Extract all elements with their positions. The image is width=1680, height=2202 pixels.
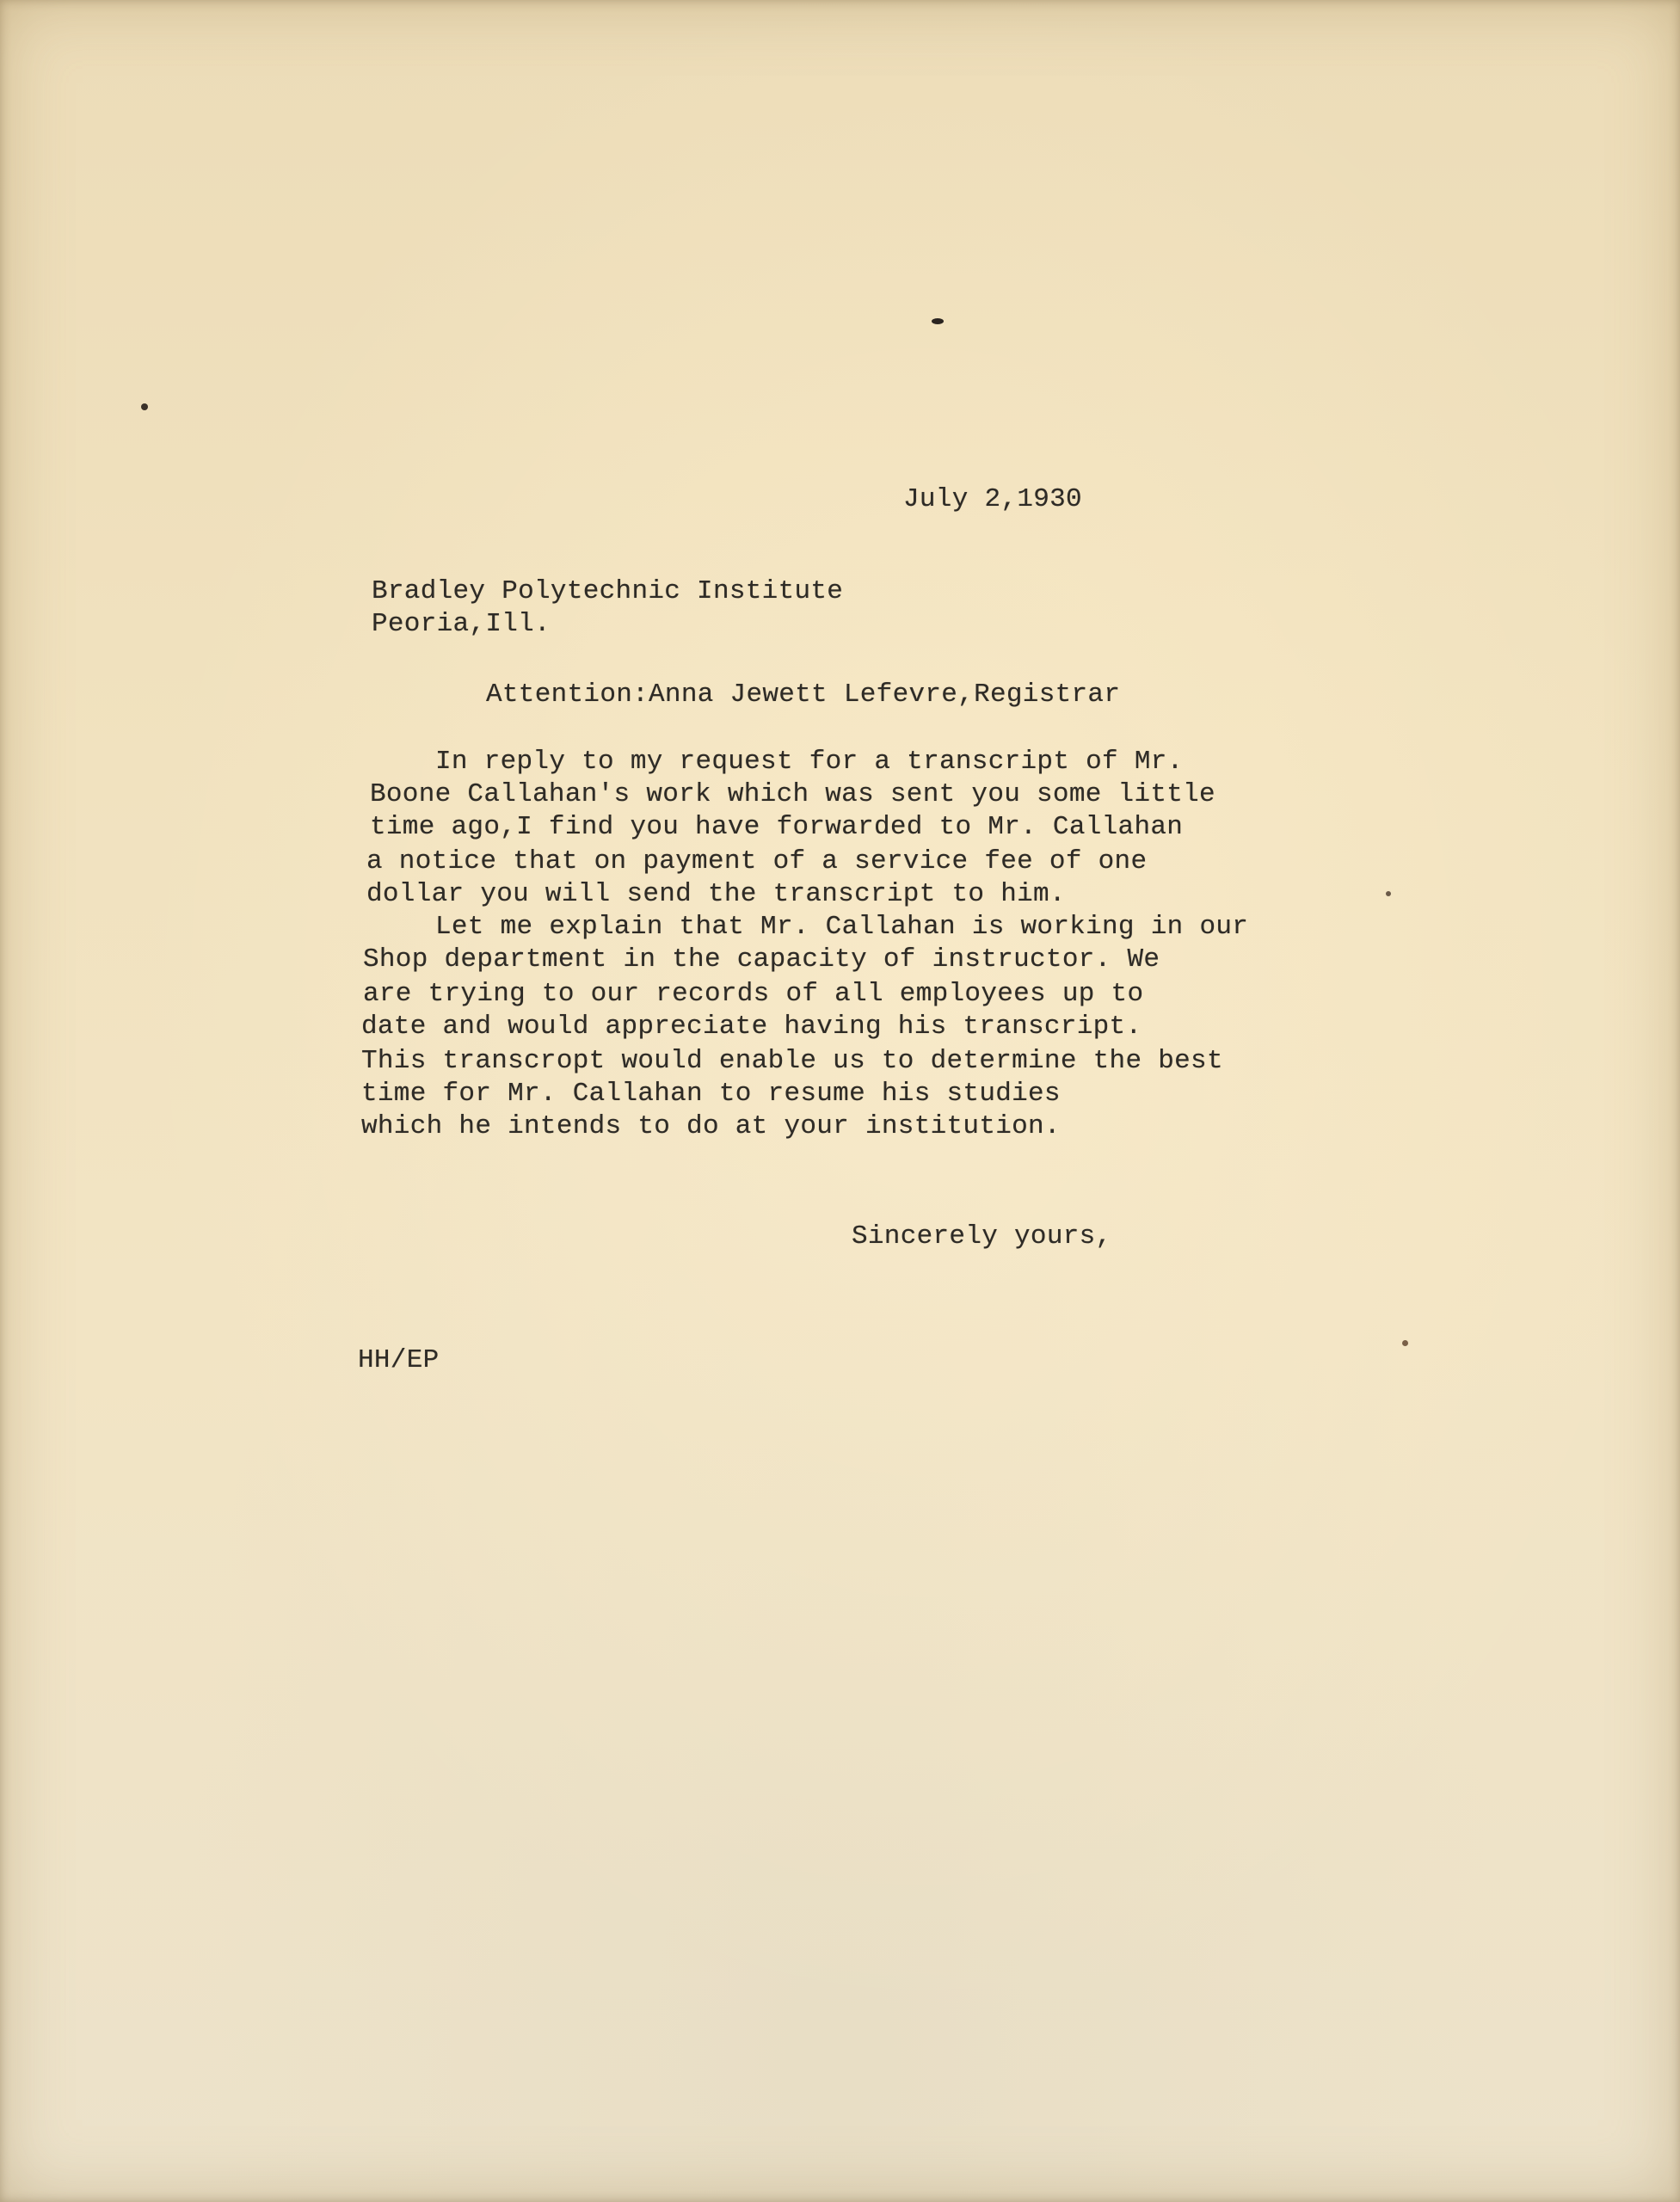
paper-speck (932, 318, 944, 324)
paragraph-2-line: are trying to our records of all employees up to (363, 979, 1144, 1009)
paragraph-2-line: Let me explain that Mr. Callahan is working in our (435, 912, 1249, 942)
paragraph-1-line: a notice that on payment of a service fee of one (366, 846, 1148, 876)
typist-initials: HH/EP (358, 1345, 440, 1375)
paragraph-2-line: This transcropt would enable us to determine the best (361, 1046, 1223, 1076)
paragraph-1-line: dollar you will send the transcript to him. (366, 879, 1066, 909)
paper-speck (1402, 1340, 1408, 1346)
paragraph-1-line: Boone Callahan's work which was sent you some little (370, 779, 1215, 809)
paragraph-2-line: time for Mr. Callahan to resume his studies (361, 1079, 1061, 1109)
paragraph-2-line: Shop department in the capacity of instructor. We (363, 944, 1160, 975)
recipient-name: Bradley Polytechnic Institute (372, 576, 844, 606)
letter-body (0, 0, 1249, 1375)
attention-line: Attention:Anna Jewett Lefevre,Registrar (486, 680, 1121, 710)
paragraph-1-line: time ago,I find you have forwarded to Mr. Callahan (370, 812, 1184, 842)
paragraph-1-line: In reply to my request for a transcript of Mr. (435, 747, 1184, 777)
paper-speck (141, 403, 148, 410)
paragraph-2-line: date and would appreciate having his transcript. (361, 1012, 1142, 1042)
paper-speck (1386, 891, 1391, 896)
closing: Sincerely yours, (852, 1221, 1112, 1252)
paragraph-2-line: which he intends to do at your institution. (361, 1111, 1061, 1141)
letter-date: July 2,1930 (903, 484, 1082, 514)
recipient-city: Peoria,Ill. (372, 609, 551, 639)
